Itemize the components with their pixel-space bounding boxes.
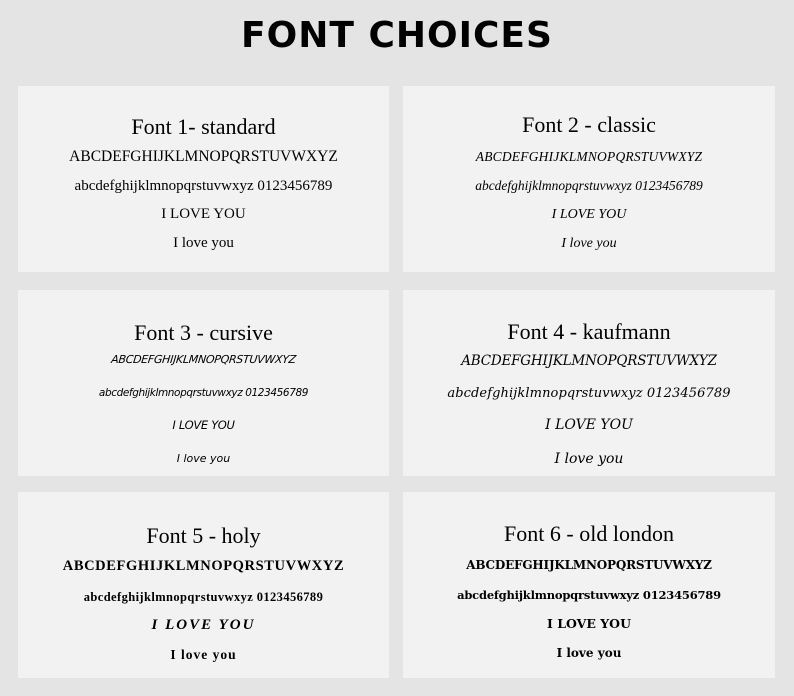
mixed-phrase-sample: I love you [170,647,237,662]
uppercase-sample: ABCDEFGHIJKLMNOPQRSTUVWXYZ [475,149,703,164]
mixed-phrase-sample: I love you [554,451,624,467]
font-name: Font 3 - cursive [134,320,273,345]
font-card-4 [403,290,775,476]
lowercase-digits-sample: abcdefghijklmnopqrstuvwxyz 0123456789 [457,588,721,602]
lowercase-digits-sample: abcdefghijklmnopqrstuvwxyz 0123456789 [83,590,324,604]
font-name: Font 2 - classic [522,112,656,137]
lowercase-digits-sample: abcdefghijklmnopqrstuvwxyz 0123456789 [98,387,309,399]
font-card-1 [18,86,389,272]
font-name: Font 4 - kaufmann [507,319,671,344]
mixed-phrase-sample: I love you [556,646,622,660]
font-card-3 [18,290,389,476]
uppercase-sample: ABCDEFGHIJKLMNOPQRSTUVWXYZ [110,353,297,366]
caps-phrase-sample: I LOVE YOU [161,206,246,222]
font-name: Font 6 - old london [504,521,674,546]
caps-phrase-sample: I LOVE YOU [151,617,256,633]
lowercase-digits-sample: abcdefghijklmnopqrstuvwxyz 0123456789 [447,386,731,401]
lowercase-digits-sample: abcdefghijklmnopqrstuvwxyz 0123456789 [475,178,703,193]
uppercase-sample: ABCDEFGHIJKLMNOPQRSTUVWXYZ [466,558,712,572]
uppercase-sample: ABCDEFGHIJKLMNOPQRSTUVWXYZ [69,148,338,165]
uppercase-sample: ABCDEFGHIJKLMNOPQRSTUVWXYZ [62,558,345,574]
font-card-2 [403,86,775,272]
mixed-phrase-sample: I love you [561,236,617,251]
uppercase-sample: ABCDEFGHIJKLMNOPQRSTUVWXYZ [461,353,717,369]
page-title: FONT CHOICES [241,15,553,56]
lowercase-digits-sample: abcdefghijklmnopqrstuvwxyz 0123456789 [74,178,333,194]
font-card-6 [403,492,775,678]
font-card-5 [18,492,389,678]
mixed-phrase-sample: I love you [176,452,231,465]
mixed-phrase-sample: I love you [173,235,234,251]
font-name: Font 5 - holy [146,523,261,548]
caps-phrase-sample: I LOVE YOU [551,207,627,222]
caps-phrase-sample: I LOVE YOU [547,616,631,631]
caps-phrase-sample: I LOVE YOU [172,418,235,432]
caps-phrase-sample: I LOVE YOU [545,417,633,433]
font-name: Font 1- standard [131,114,276,139]
